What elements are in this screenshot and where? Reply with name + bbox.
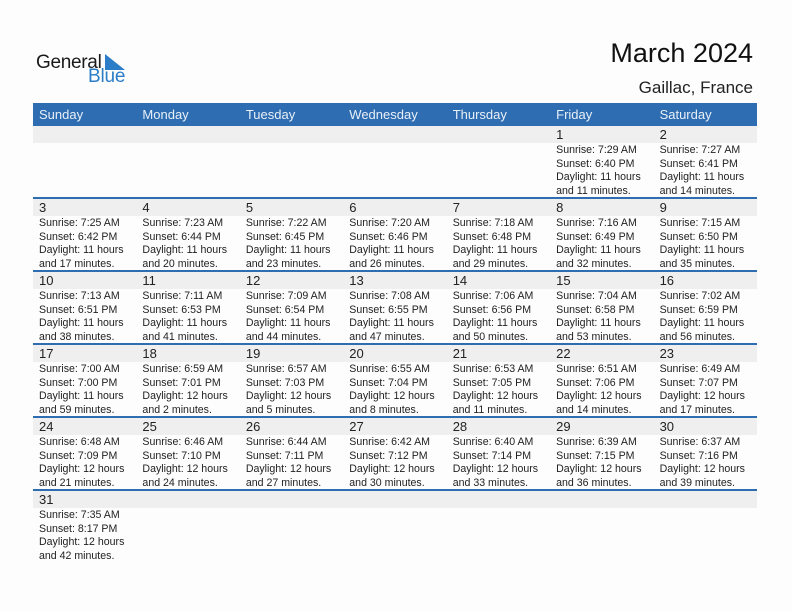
daylight-text: Daylight: 11 hours xyxy=(142,317,228,329)
sunrise-text: Sunrise: 6:40 AM xyxy=(452,436,534,448)
daylight-text: Daylight: 11 hours xyxy=(659,244,745,256)
minutes-text: and 36 minutes. xyxy=(556,476,632,489)
weekday-thursday: Thursday xyxy=(452,107,507,122)
week-row xyxy=(33,270,757,343)
brand-word-blue: Blue xyxy=(88,66,126,87)
day-cell xyxy=(240,362,343,417)
day-number: 24 xyxy=(39,419,54,434)
sunset-text: Sunset: 6:49 PM xyxy=(556,230,635,243)
sunrise-text: Sunrise: 7:09 AM xyxy=(245,290,327,302)
day-cell xyxy=(33,289,136,344)
sunset-text: Sunset: 7:05 PM xyxy=(452,376,532,389)
sunrise-text: Sunrise: 6:48 AM xyxy=(39,436,120,448)
day-number xyxy=(136,126,239,144)
day-number: 14 xyxy=(452,273,468,288)
day-number: 20 xyxy=(349,346,364,361)
sunset-text: Sunset: 7:16 PM xyxy=(659,449,738,462)
location-label: Gaillac, France xyxy=(638,78,753,97)
day-number: 21 xyxy=(452,346,468,361)
daylight-text: Daylight: 11 hours xyxy=(556,171,641,183)
minutes-text: and 44 minutes. xyxy=(245,330,322,343)
daylight-text: Daylight: 12 hours xyxy=(142,463,228,475)
sunset-text: Sunset: 6:53 PM xyxy=(142,303,221,316)
daylight-text: Daylight: 12 hours xyxy=(452,390,539,402)
sunrise-text: Sunrise: 7:29 AM xyxy=(556,144,637,156)
day-number: 12 xyxy=(245,273,261,288)
sunset-text: Sunset: 6:44 PM xyxy=(142,230,221,243)
date-strip xyxy=(33,199,757,216)
daylight-text: Daylight: 12 hours xyxy=(659,390,745,402)
minutes-text: and 42 minutes. xyxy=(39,549,115,562)
sunset-text: Sunset: 7:10 PM xyxy=(142,449,221,462)
sunset-text: Sunset: 7:00 PM xyxy=(39,376,118,389)
weekday-friday: Friday xyxy=(556,107,593,122)
minutes-text: and 17 minutes. xyxy=(659,403,735,416)
sunset-text: Sunset: 7:12 PM xyxy=(349,449,428,462)
day-cell xyxy=(33,216,136,271)
weeks-container xyxy=(33,126,757,568)
day-cell xyxy=(550,216,653,271)
day-info-row xyxy=(33,143,757,197)
sunrise-text: Sunrise: 7:22 AM xyxy=(245,217,327,229)
day-number: 25 xyxy=(142,419,157,434)
sunrise-text: Sunrise: 6:39 AM xyxy=(556,436,637,448)
day-cell xyxy=(447,143,550,198)
daylight-text: Daylight: 11 hours xyxy=(556,317,641,329)
minutes-text: and 17 minutes. xyxy=(39,257,115,270)
minutes-text: and 41 minutes. xyxy=(142,330,218,343)
minutes-text: and 53 minutes. xyxy=(556,330,632,343)
sunset-text: Sunset: 6:40 PM xyxy=(556,157,635,170)
daylight-text: Daylight: 11 hours xyxy=(349,317,434,329)
day-number xyxy=(240,126,343,144)
sunrise-text: Sunrise: 6:57 AM xyxy=(245,363,327,375)
weekday-sunday: Sunday xyxy=(39,107,84,122)
sunset-text: Sunset: 7:07 PM xyxy=(659,376,738,389)
day-cell xyxy=(136,289,239,344)
sunset-text: Sunset: 6:46 PM xyxy=(349,230,428,243)
weekday-tuesday: Tuesday xyxy=(245,107,296,122)
weekday-monday: Monday xyxy=(142,107,189,122)
sunrise-text: Sunrise: 7:27 AM xyxy=(659,144,741,156)
day-cell xyxy=(136,362,239,417)
minutes-text: and 20 minutes. xyxy=(142,257,218,270)
day-cell xyxy=(654,508,757,568)
sunset-text: Sunset: 7:01 PM xyxy=(142,376,221,389)
day-number: 4 xyxy=(142,200,150,215)
daylight-text: Daylight: 12 hours xyxy=(452,463,539,475)
sunset-text: Sunset: 6:42 PM xyxy=(39,230,118,243)
sunset-text: Sunset: 6:45 PM xyxy=(245,230,325,243)
day-number xyxy=(447,491,550,509)
minutes-text: and 59 minutes. xyxy=(39,403,115,416)
day-number: 13 xyxy=(349,273,364,288)
daylight-text: Daylight: 12 hours xyxy=(245,390,332,402)
day-number xyxy=(33,126,136,144)
sunset-text: Sunset: 6:41 PM xyxy=(659,157,738,170)
sunrise-text: Sunrise: 7:20 AM xyxy=(349,217,430,229)
day-cell xyxy=(343,143,446,198)
daylight-text: Daylight: 11 hours xyxy=(556,244,641,256)
day-number xyxy=(343,126,446,144)
sunrise-text: Sunrise: 6:59 AM xyxy=(142,363,224,375)
minutes-text: and 21 minutes. xyxy=(39,476,115,489)
day-number: 5 xyxy=(245,200,254,215)
day-info-row xyxy=(33,435,757,489)
date-strip xyxy=(33,345,757,362)
day-number: 26 xyxy=(245,419,261,434)
sunrise-text: Sunrise: 6:53 AM xyxy=(452,363,534,375)
sunset-text: Sunset: 6:56 PM xyxy=(452,303,532,316)
day-cell xyxy=(343,435,446,490)
day-number: 27 xyxy=(349,419,364,434)
daylight-text: Daylight: 12 hours xyxy=(659,463,745,475)
day-number: 30 xyxy=(659,419,675,434)
sunrise-text: Sunrise: 7:25 AM xyxy=(39,217,120,229)
sunset-text: Sunset: 6:51 PM xyxy=(39,303,118,316)
day-cell xyxy=(550,143,653,198)
minutes-text: and 56 minutes. xyxy=(659,330,735,343)
sunrise-text: Sunrise: 6:49 AM xyxy=(659,363,741,375)
minutes-text: and 32 minutes. xyxy=(556,257,632,270)
daylight-text: Daylight: 12 hours xyxy=(39,463,125,475)
daylight-text: Daylight: 11 hours xyxy=(245,317,331,329)
daylight-text: Daylight: 11 hours xyxy=(245,244,331,256)
day-number xyxy=(136,491,239,509)
sunrise-text: Sunrise: 7:35 AM xyxy=(39,509,120,521)
day-cell xyxy=(343,289,446,344)
date-strip xyxy=(33,491,757,508)
day-number: 22 xyxy=(556,346,571,361)
sunrise-text: Sunrise: 6:37 AM xyxy=(659,436,741,448)
minutes-text: and 11 minutes. xyxy=(452,403,528,416)
daylight-text: Daylight: 11 hours xyxy=(39,244,124,256)
day-number: 2 xyxy=(659,127,667,142)
minutes-text: and 5 minutes. xyxy=(245,403,316,416)
sunset-text: Sunset: 7:06 PM xyxy=(556,376,635,389)
day-number: 15 xyxy=(556,273,571,288)
minutes-text: and 33 minutes. xyxy=(452,476,529,489)
day-cell xyxy=(447,362,550,417)
daylight-text: Daylight: 12 hours xyxy=(245,463,332,475)
day-number xyxy=(550,491,653,509)
sunset-text: Sunset: 6:50 PM xyxy=(659,230,738,243)
sunrise-text: Sunrise: 7:13 AM xyxy=(39,290,120,302)
minutes-text: and 30 minutes. xyxy=(349,476,425,489)
day-cell xyxy=(550,508,653,568)
day-cell xyxy=(33,362,136,417)
minutes-text: and 14 minutes. xyxy=(556,403,632,416)
day-cell xyxy=(240,508,343,568)
day-number xyxy=(447,126,550,144)
day-cell xyxy=(343,362,446,417)
day-cell xyxy=(136,216,239,271)
day-info-row xyxy=(33,508,757,568)
sunrise-text: Sunrise: 6:55 AM xyxy=(349,363,430,375)
day-cell xyxy=(136,435,239,490)
week-row xyxy=(33,197,757,270)
day-number xyxy=(654,491,757,509)
day-cell xyxy=(240,216,343,271)
week-row xyxy=(33,416,757,489)
day-cell xyxy=(447,508,550,568)
day-cell xyxy=(240,143,343,198)
day-cell xyxy=(33,143,136,198)
day-number: 31 xyxy=(39,492,54,507)
day-info-row xyxy=(33,216,757,270)
daylight-text: Daylight: 11 hours xyxy=(452,244,538,256)
day-cell xyxy=(343,216,446,271)
day-number xyxy=(240,491,343,509)
sunset-text: Sunset: 6:54 PM xyxy=(245,303,325,316)
day-cell xyxy=(240,435,343,490)
daylight-text: Daylight: 11 hours xyxy=(659,171,745,183)
minutes-text: and 39 minutes. xyxy=(659,476,735,489)
day-cell xyxy=(550,435,653,490)
sunrise-text: Sunrise: 6:42 AM xyxy=(349,436,430,448)
day-number xyxy=(343,491,446,509)
sunrise-text: Sunrise: 7:15 AM xyxy=(659,217,741,229)
sunrise-text: Sunrise: 7:18 AM xyxy=(452,217,534,229)
minutes-text: and 14 minutes. xyxy=(659,184,735,197)
page-title: March 2024 xyxy=(610,38,753,68)
week-row xyxy=(33,126,757,197)
calendar-grid xyxy=(33,103,757,568)
day-info-row xyxy=(33,362,757,416)
day-cell xyxy=(33,435,136,490)
daylight-text: Daylight: 12 hours xyxy=(39,536,125,548)
day-number: 3 xyxy=(39,200,47,215)
sunset-text: Sunset: 7:14 PM xyxy=(452,449,532,462)
day-cell xyxy=(654,143,757,198)
day-cell xyxy=(136,143,239,198)
day-number: 11 xyxy=(142,273,156,288)
sunset-text: Sunset: 7:11 PM xyxy=(245,449,324,462)
day-cell xyxy=(136,508,239,568)
day-number: 29 xyxy=(556,419,571,434)
sunrise-text: Sunrise: 6:46 AM xyxy=(142,436,224,448)
minutes-text: and 29 minutes. xyxy=(452,257,529,270)
weekday-wednesday: Wednesday xyxy=(349,107,418,122)
day-number: 28 xyxy=(452,419,468,434)
sunrise-text: Sunrise: 6:51 AM xyxy=(556,363,637,375)
brand-logo xyxy=(36,52,136,88)
sunset-text: Sunset: 6:59 PM xyxy=(659,303,738,316)
day-number: 16 xyxy=(659,273,675,288)
day-cell xyxy=(33,508,136,568)
day-number: 8 xyxy=(556,200,564,215)
sunrise-text: Sunrise: 7:08 AM xyxy=(349,290,430,302)
day-info-row xyxy=(33,289,757,343)
sunrise-text: Sunrise: 7:02 AM xyxy=(659,290,741,302)
day-cell xyxy=(654,216,757,271)
day-cell xyxy=(654,289,757,344)
sunset-text: Sunset: 8:17 PM xyxy=(39,522,118,535)
daylight-text: Daylight: 11 hours xyxy=(39,390,124,402)
day-cell xyxy=(447,216,550,271)
sunrise-text: Sunrise: 7:16 AM xyxy=(556,217,637,229)
daylight-text: Daylight: 11 hours xyxy=(349,244,434,256)
sunset-text: Sunset: 6:55 PM xyxy=(349,303,428,316)
minutes-text: and 11 minutes. xyxy=(556,184,631,197)
daylight-text: Daylight: 11 hours xyxy=(142,244,228,256)
sunset-text: Sunset: 6:48 PM xyxy=(452,230,532,243)
day-cell xyxy=(240,289,343,344)
weekday-saturday: Saturday xyxy=(659,107,712,122)
day-cell xyxy=(550,289,653,344)
day-cell xyxy=(654,435,757,490)
day-cell xyxy=(447,289,550,344)
minutes-text: and 38 minutes. xyxy=(39,330,115,343)
sunrise-text: Sunrise: 7:00 AM xyxy=(39,363,120,375)
sunset-text: Sunset: 7:09 PM xyxy=(39,449,118,462)
date-strip xyxy=(33,126,757,143)
day-number: 19 xyxy=(245,346,261,361)
minutes-text: and 27 minutes. xyxy=(245,476,322,489)
day-number: 10 xyxy=(39,273,54,288)
daylight-text: Daylight: 12 hours xyxy=(556,463,642,475)
daylight-text: Daylight: 12 hours xyxy=(349,390,435,402)
sunrise-text: Sunrise: 7:04 AM xyxy=(556,290,637,302)
minutes-text: and 26 minutes. xyxy=(349,257,425,270)
sunset-text: Sunset: 7:03 PM xyxy=(245,376,325,389)
sunrise-text: Sunrise: 7:23 AM xyxy=(142,217,224,229)
minutes-text: and 23 minutes. xyxy=(245,257,322,270)
daylight-text: Daylight: 11 hours xyxy=(659,317,745,329)
day-number: 7 xyxy=(452,200,460,215)
daylight-text: Daylight: 11 hours xyxy=(39,317,124,329)
day-number: 6 xyxy=(349,200,357,215)
sunrise-text: Sunrise: 6:44 AM xyxy=(245,436,327,448)
day-number: 9 xyxy=(659,200,667,215)
day-number: 17 xyxy=(39,346,54,361)
week-row xyxy=(33,343,757,416)
day-number: 1 xyxy=(556,127,564,142)
day-number: 23 xyxy=(659,346,675,361)
sunset-text: Sunset: 6:58 PM xyxy=(556,303,635,316)
day-cell xyxy=(550,362,653,417)
week-row xyxy=(33,489,757,568)
date-strip xyxy=(33,418,757,435)
daylight-text: Daylight: 11 hours xyxy=(452,317,538,329)
day-cell xyxy=(654,362,757,417)
minutes-text: and 47 minutes. xyxy=(349,330,425,343)
daylight-text: Daylight: 12 hours xyxy=(556,390,642,402)
minutes-text: and 8 minutes. xyxy=(349,403,419,416)
sunset-text: Sunset: 7:15 PM xyxy=(556,449,635,462)
daylight-text: Daylight: 12 hours xyxy=(349,463,435,475)
minutes-text: and 24 minutes. xyxy=(142,476,218,489)
date-strip xyxy=(33,272,757,289)
day-number: 18 xyxy=(142,346,157,361)
day-cell xyxy=(447,435,550,490)
minutes-text: and 2 minutes. xyxy=(142,403,212,416)
sunrise-text: Sunrise: 7:11 AM xyxy=(142,290,223,302)
sunrise-text: Sunrise: 7:06 AM xyxy=(452,290,534,302)
weekday-header-row xyxy=(33,103,757,126)
minutes-text: and 50 minutes. xyxy=(452,330,529,343)
brand-word-general: General xyxy=(36,52,102,73)
daylight-text: Daylight: 12 hours xyxy=(142,390,228,402)
day-cell xyxy=(343,508,446,568)
minutes-text: and 35 minutes. xyxy=(659,257,735,270)
sunset-text: Sunset: 7:04 PM xyxy=(349,376,428,389)
